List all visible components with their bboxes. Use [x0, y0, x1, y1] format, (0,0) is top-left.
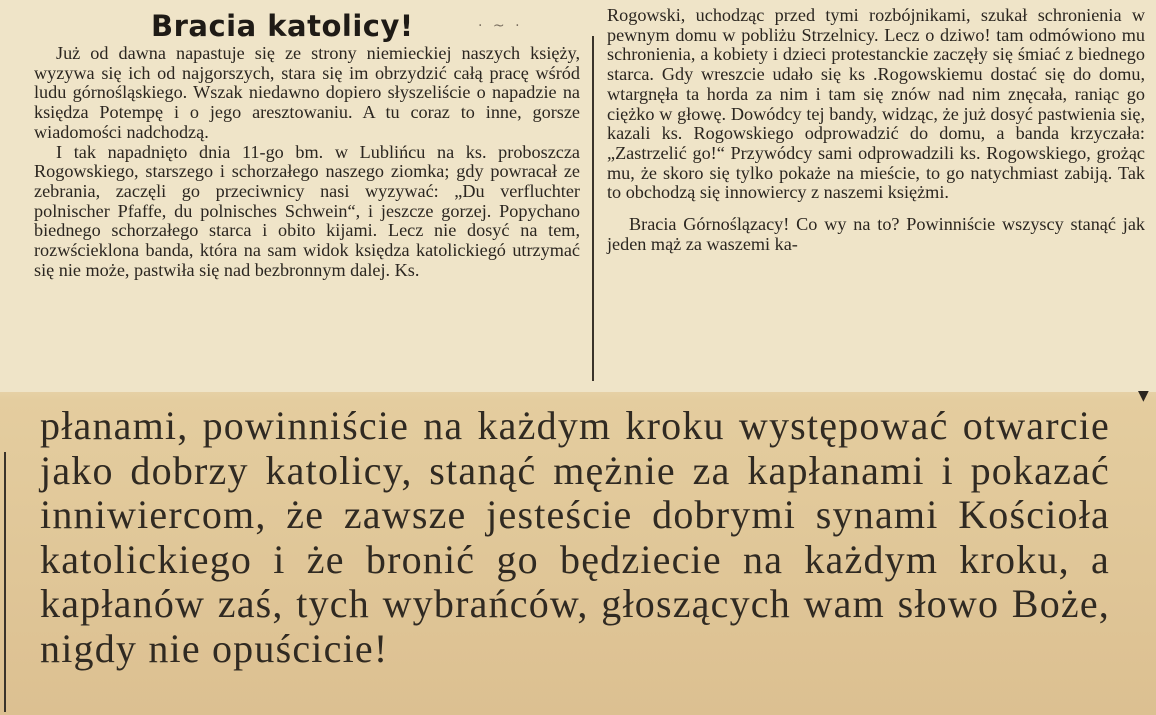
headline-ornament: · ~ · — [478, 18, 523, 34]
article-headline: Bracia katolicy! — [151, 9, 414, 43]
lower-enlarged-text: płanami, powinniście na każdym kroku występować otwarcie jako dobrzy katolicy, stanąć mężnie za kapłanami i pokazać inniwiercom, że zawsze jesteście dobrymi synami Kościoła katolickiego i że bronić go będziecie na każdym kroku, a kapłanów zaś, tych wybrańców, głoszących wam słowo Boże, nigdy nie opuścicie! — [40, 403, 1110, 671]
left-column — [34, 8, 580, 280]
corner-mark-icon: ▼ — [1138, 388, 1149, 404]
paragraph: Już od dawna napastuje się ze strony niemieckiej naszych księży, wyzywa się ich od najgorszych, stara się im obrzydzić całą pracę wśród ludu górnośląskiego. Wszak niedawno dopiero słyszeliście o napadzie na księdza Potempę i o jego aresztowaniu. A tu coraz to inne, gorsze wiadomości nadchodzą. — [34, 43, 580, 142]
paragraph: Rogowski, uchodząc przed tymi rozbójnikami, szukał schronienia w pewnym domu w pobliżu Strzelnicy. Lecz o dziwo! tam odmówiono mu schronienia, a kobiety i dzieci protestanckie zaczęły się śmiać z biednego starca. Gdy wreszcie udało się ks .Rogowskiemu dostać się do domu, wtargnęła ta horda za nim i tam się znów nad nim znęcała, raniąc go ciężko w głowę. Dowódcy tej bandy, widząc, że już dosyć pastwienia się, kazali ks. Rogowskiego odprowadzić do domu, a banda krzyczała: „Zastrzelić go!“ Przywódcy sami odprowadzili ks. Rogowskiego, grożąc mu, że skoro się tylko pokaże na mieście, to go natychmiast zabiją. Tak to obchodzą się innowiercy z naszemi księżmi. — [607, 5, 1145, 203]
paragraph: I tak napadnięto dnia 11-go bm. w Lublińcu na ks. proboszcza Rogowskiego, starszego i schorzałego naszego ziomka; gdy powracał ze zebrania, zaczęli go przeciwnicy nasi wyzywać: „Du verfluchter polnischer Pfaffe, du polnisches Schwein“, i jeszcze gorzej. Popychano biednego schorzałego starca i obito kijami. Lecz nie dosyć na tem, rozwścieklona banda, która na sam widok księdza katolickiegó utrzymać się nie może, pastwiła się nad bezbronnym dalej. Ks. — [34, 141, 580, 280]
paragraph: Bracia Górnoślązacy! Co wy na to? Powinniście wszyscy stanąć jak jeden mąż za waszemi ka- — [607, 214, 1145, 254]
lower-column-rule — [4, 452, 6, 712]
right-column — [607, 6, 1145, 254]
column-divider — [592, 36, 594, 381]
